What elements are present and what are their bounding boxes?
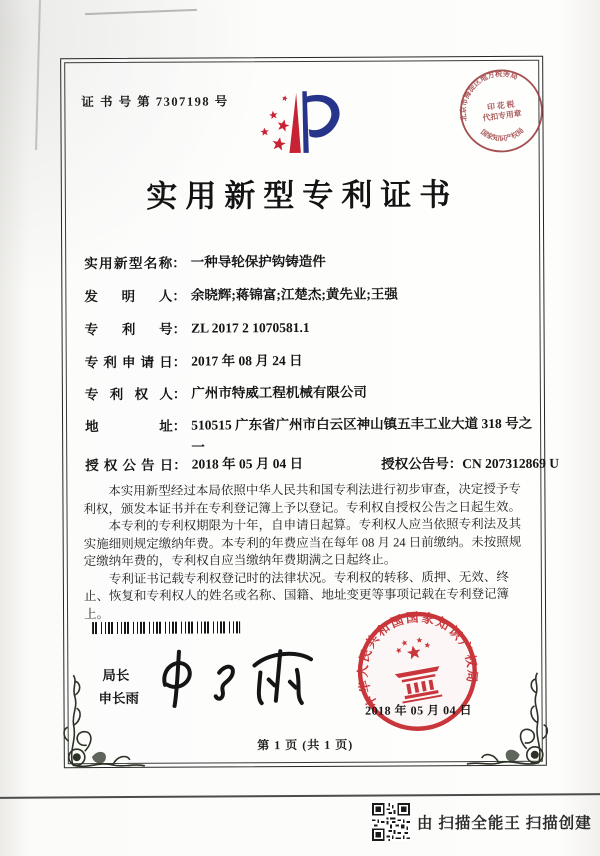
field-colon: ： [172, 321, 187, 337]
grant-publication-no [381, 452, 559, 473]
field-value: 2018 年 05 月 04 日 [191, 456, 304, 472]
field-label: 发明人 [84, 288, 173, 305]
tax-stamp [450, 59, 553, 162]
grant-no-label: 授权公告号 [381, 456, 449, 472]
director-title: 局长 [102, 667, 130, 684]
scan-edge-artifact [35, 0, 41, 150]
tax-stamp-bottom-text: 国家知识产权局 [479, 127, 526, 143]
field-row-patentee [85, 382, 367, 405]
field-colon: ： [172, 418, 187, 434]
field-label: 专利申请日 [84, 354, 173, 371]
tax-stamp-top-text: 北京市海淀区地方税务局 [458, 69, 520, 123]
field-row-name [84, 251, 326, 274]
field-colon: ： [172, 354, 187, 370]
paper-bottom-edge [0, 793, 600, 799]
director-name: 申长雨 [98, 690, 140, 707]
scanner-watermark-text: 由 扫描全能王 扫描创建 [417, 815, 592, 832]
seal-ring-text: 中华人民共和国国家知识产权局 [355, 610, 480, 711]
logo-stars [260, 95, 291, 151]
field-colon: ： [172, 386, 187, 402]
field-value: 510515 广东省广州市白云区神山镇五丰工业大道 318 号之一 [191, 415, 533, 455]
corner-ornament-icon [436, 651, 553, 770]
page-number: 第 1 页 (共 1 页) [257, 737, 354, 753]
body-paragraph-1: 本实用新型经过本局依照中华人民共和国专利法进行初步审查，决定授予专利权，颁发本证书并在专利登记簿上予以登记。专利权自授权公告之日起生效。 [83, 481, 522, 516]
logo-blue-bowl [307, 95, 340, 138]
field-label: 专利权人 [84, 386, 173, 403]
corner-ornament-icon [58, 653, 175, 772]
svg-text:国家知识产权局 [478, 122, 526, 146]
barcode [92, 621, 240, 634]
field-colon: ： [172, 288, 186, 304]
tax-stamp-center-1: 印 花 税 [486, 99, 515, 112]
certificate-frame [60, 56, 560, 769]
body-paragraph-2: 本专利的专利权期限为十年，自申请日起算。专利权人应当依照专利法及其实施细则规定缴纳年费。本专利的年费应当在每年 08 月 24 日前缴纳。未按照规定缴纳年费的，专利权自应当缴纳年费期满之日起终止。 [83, 516, 522, 569]
field-value: 余晓辉;蒋锦富;江楚杰;黄先业;王强 [190, 286, 398, 303]
field-label: 专利号 [84, 321, 173, 338]
field-value: 广州市特威工程机械有限公司 [191, 384, 367, 401]
certificate-title: 实用新型专利证书 [146, 177, 459, 214]
tax-stamp-center-2: 代扣专用章 [482, 108, 522, 123]
field-row-patent-no [85, 317, 310, 340]
logo-red-wedge [289, 93, 301, 153]
field-row-inventors [84, 284, 398, 307]
sipo-logo [249, 86, 355, 175]
field-colon: ： [172, 255, 186, 271]
grant-no-value: CN 207312869 U [462, 455, 560, 472]
qr-code-icon [372, 803, 410, 841]
field-row-grant-date [85, 452, 560, 476]
field-colon: ： [173, 457, 187, 473]
seal-date: 2018 年 05 月 04 日 [365, 703, 473, 718]
field-label: 地址 [85, 418, 173, 435]
field-label: 授权公告日 [85, 457, 174, 474]
field-row-filing-date [85, 350, 303, 373]
scan-edge-artifact [85, 9, 197, 15]
field-colon: ： [448, 456, 463, 472]
certificate-number: 证 书 号 第 7307198 号 [81, 94, 229, 110]
body-paragraph-3: 专利证书记载专利权登记时的法律状况。专利权的转移、质押、无效、终止、恢复和专利权人的姓名或名称、国籍、地址变更等事项记载在专利登记簿上。 [83, 569, 510, 621]
field-value: ZL 2017 2 1070581.1 [191, 319, 310, 336]
field-label: 实用新型名称 [84, 255, 173, 272]
field-value: 一种导轮保护钩铸造件 [190, 253, 326, 270]
field-value: 2017 年 08 月 24 日 [191, 353, 303, 369]
